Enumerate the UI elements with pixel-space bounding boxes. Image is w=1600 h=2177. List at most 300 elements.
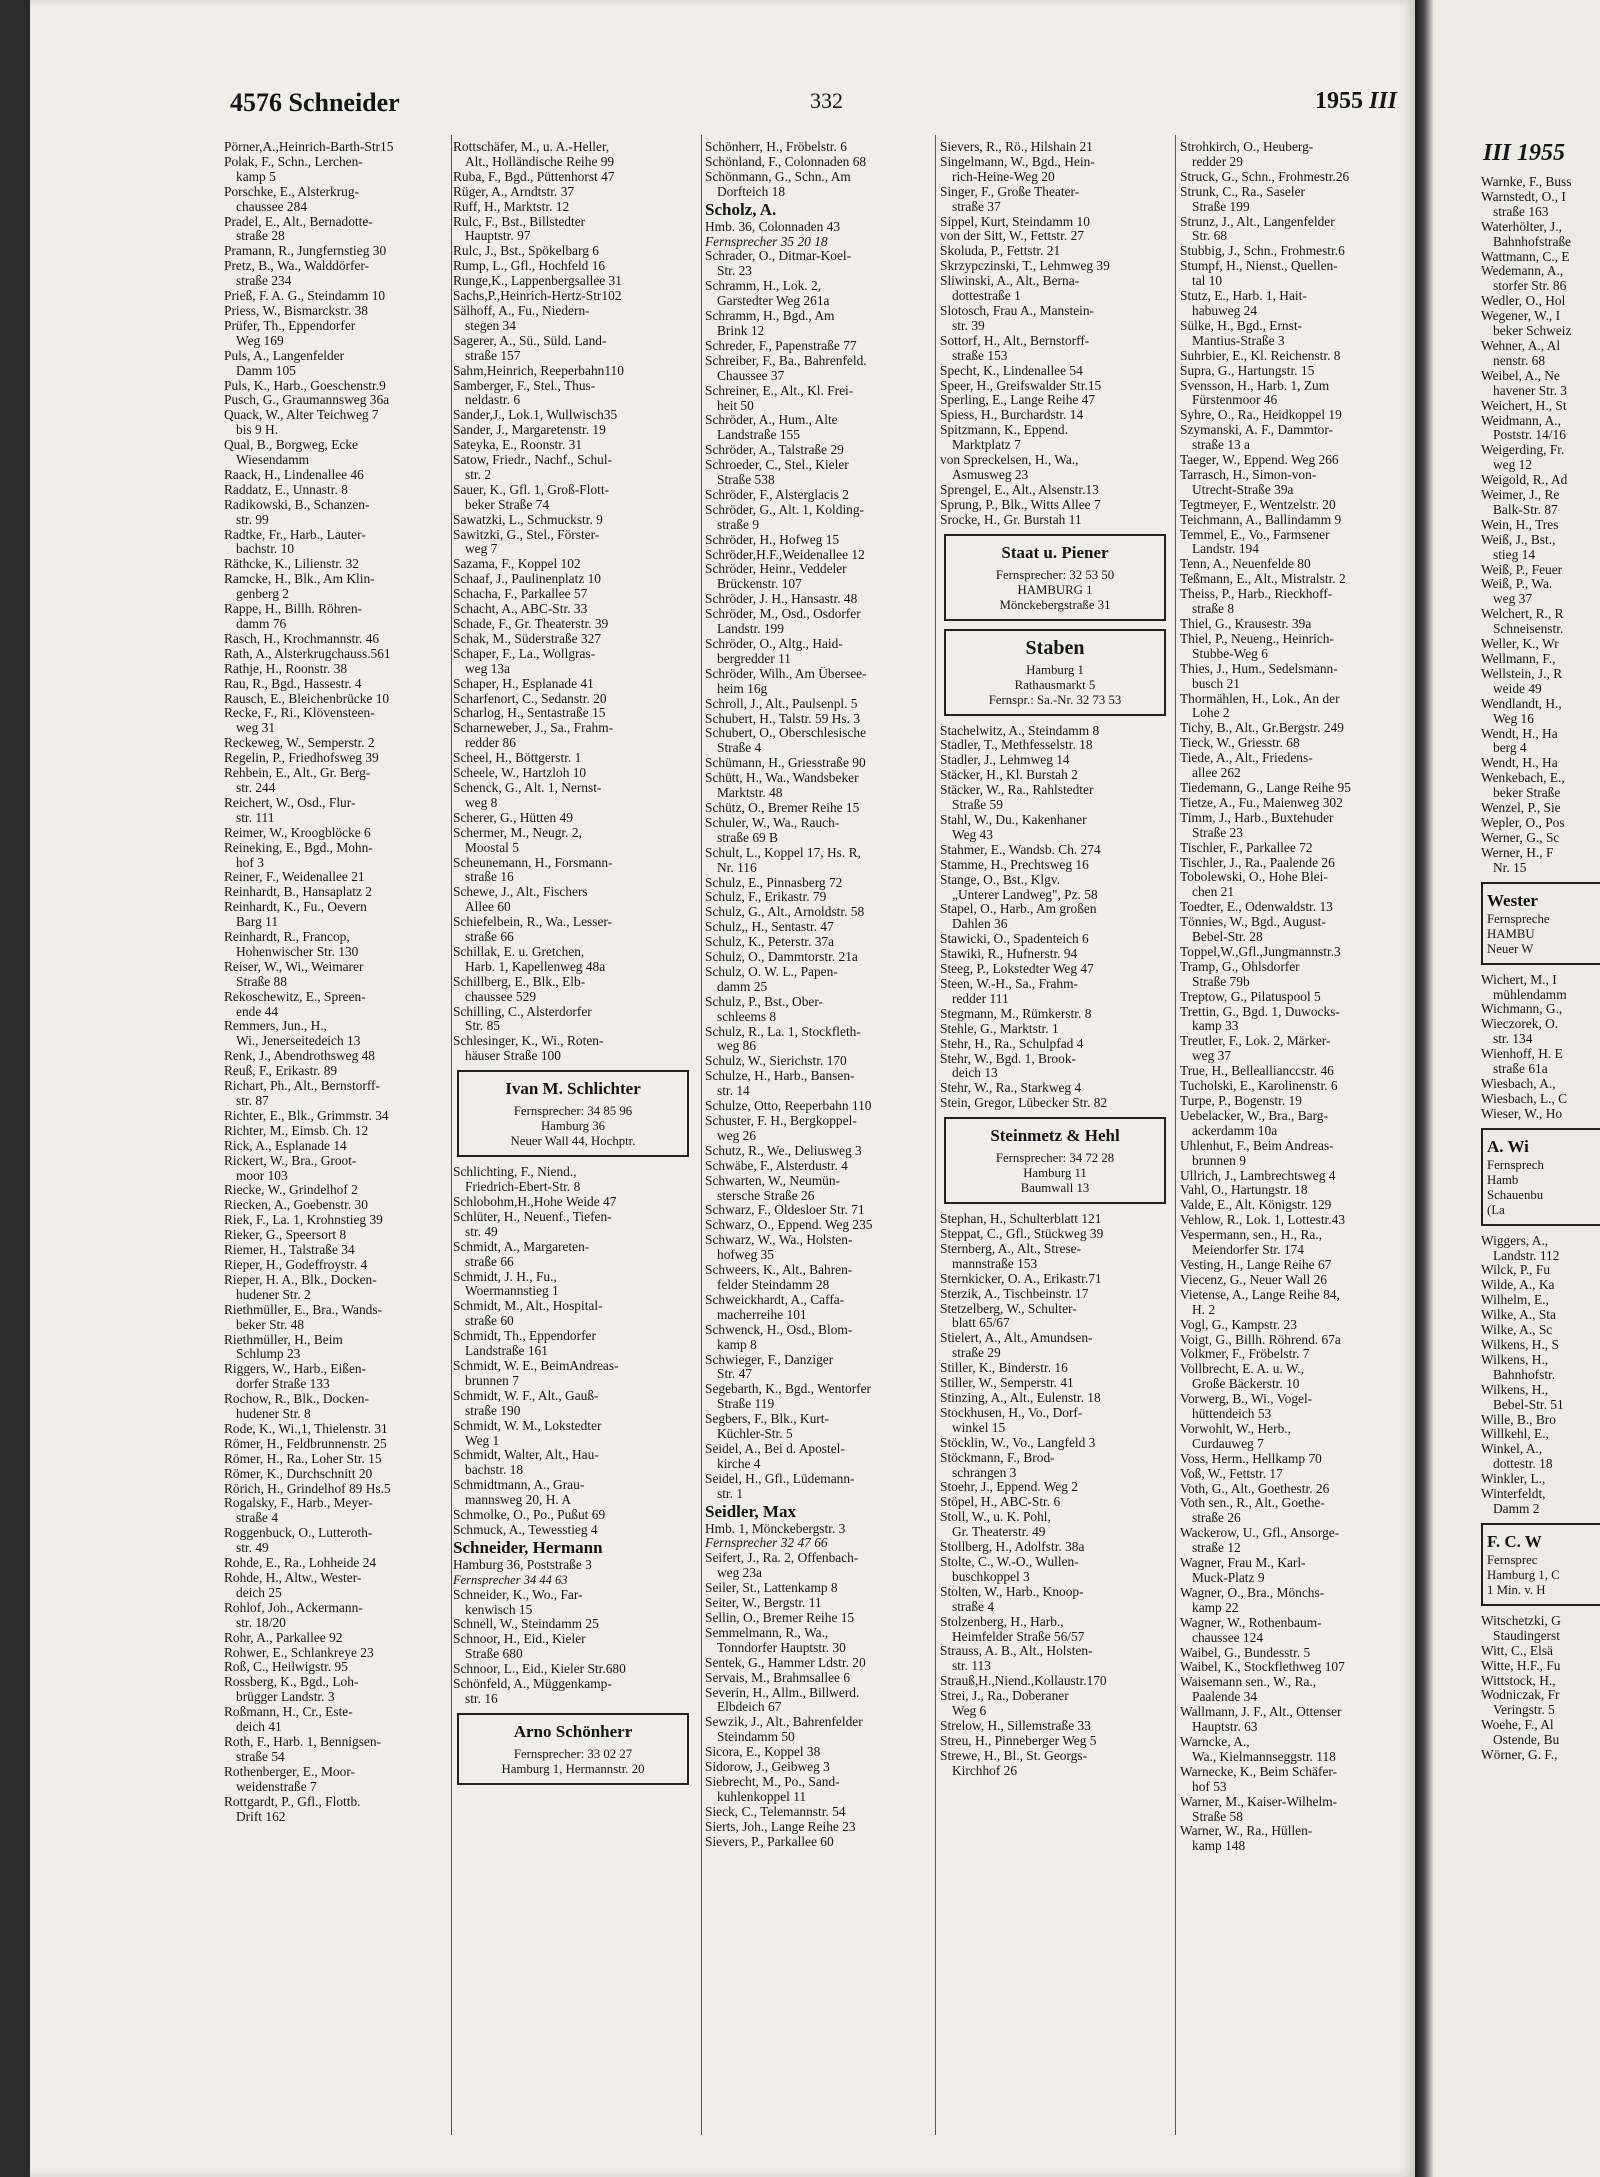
directory-entry-line: Wagner, Frau M., Karl-: [1180, 1556, 1306, 1571]
directory-entry-line: Schulz, G., Alt., Arnoldstr. 58: [705, 905, 865, 920]
directory-entry-line: Tramp, G., Ohlsdorfer: [1180, 959, 1300, 974]
directory-entry-line: Rump, L., Gfl., Hochfeld 16: [453, 259, 606, 274]
entry-list: [1481, 175, 1600, 876]
directory-entry-line: Schröder, F., Alsterglacis 2: [705, 487, 849, 502]
directory-entry-line: Stolzenberg, H., Harb.,: [940, 1614, 1064, 1629]
directory-entry-line: Stamme, H., Prechtsweg 16: [940, 857, 1089, 872]
directory-entry-line: str. 111: [236, 810, 275, 825]
directory-entry-line: Veringstr. 5: [1493, 1703, 1555, 1718]
directory-entry-line: Reuß, F., Erikastr. 89: [224, 1064, 338, 1079]
directory-entry-line: Singer, F., Große Theater-: [940, 184, 1080, 199]
directory-entry-line: Schmidt, W. E., BeimAndreas-: [453, 1358, 619, 1373]
directory-entry-line: Wienhoff, H. E: [1481, 1047, 1563, 1062]
directory-entry-line: Stange, O., Bst., Klgv.: [940, 872, 1061, 887]
directory-entry-line: beker Straße 74: [465, 497, 550, 512]
advert-title: Arno Schönherr: [513, 1721, 633, 1741]
directory-entry-line: schrangen 3: [952, 1465, 1017, 1480]
advert-line: Schauenbu: [1487, 1187, 1544, 1202]
directory-entry-line: Wittstock, H.,: [1481, 1673, 1556, 1688]
directory-entry-line: Schröder, G., Alt. 1, Kolding-: [705, 502, 865, 517]
directory-entry-line: Wellmann, F.,: [1481, 652, 1556, 666]
directory-entry-line: straße 61a: [1493, 1062, 1548, 1077]
directory-entry-line: Reichert, W., Osd., Flur-: [224, 795, 356, 810]
directory-entry-line: straße 153: [952, 348, 1008, 363]
directory-entry-line: kirche 4: [717, 1456, 761, 1471]
directory-entry-line: Hauptstr. 63: [1192, 1720, 1258, 1735]
directory-entry-line: Stoll, W., u. K. Pohl,: [940, 1510, 1051, 1525]
directory-entry-line: Schade, F., Gr. Theaterstr. 39: [453, 617, 609, 631]
directory-entry-line: Witte, H.F., Fu: [1481, 1658, 1561, 1673]
directory-entry-line: Damm 2: [1493, 1501, 1540, 1516]
directory-entry-line: Tönnies, W., Bgd., August-: [1180, 915, 1326, 930]
directory-entry-line: weg 23a: [717, 1566, 762, 1581]
directory-entry-line: Räthcke, K., Lilienstr. 32: [224, 557, 359, 572]
directory-entry-line: straße 60: [465, 1314, 514, 1329]
book-gutter: [1415, 0, 1433, 2177]
directory-entry-line: allee 262: [1192, 766, 1241, 781]
directory-entry-line: Dorfteich 18: [717, 184, 786, 199]
directory-entry-line: Vollbrecht, E. A. u. W.,: [1180, 1362, 1304, 1377]
directory-entry-line: Wilhelm, E.,: [1481, 1293, 1549, 1308]
directory-entry-line: weg 12: [1493, 458, 1533, 473]
directory-entry-line: Wagner, O., Bra., Mönchs-: [1180, 1585, 1325, 1600]
directory-entry-line: Schwäbe, F., Alsterdustr. 4: [705, 1158, 848, 1173]
directory-entry-line: Marktplatz 7: [952, 438, 1021, 453]
directory-entry-line: Woehe, F., Al: [1481, 1718, 1554, 1733]
directory-entry-line: Rothenberger, E., Moor-: [224, 1764, 355, 1779]
directory-entry-line: Toppel,W.,Gfl.,Jungmannstr.3: [1180, 944, 1341, 959]
directory-entry-line: Schmidtmann, A., Grau-: [453, 1478, 585, 1493]
page-header-left: 4576 Schneider: [230, 88, 400, 117]
directory-entry-line: Schweers, K., Alt., Bahren-: [705, 1263, 853, 1278]
directory-entry-line: straße 4: [952, 1599, 995, 1614]
directory-entry-line: kamp 8: [717, 1337, 757, 1352]
directory-entry-line: Sälhoff, A., Fu., Niedern-: [453, 303, 590, 318]
directory-entry-line: Schröder, J. H., Hansastr. 48: [705, 592, 858, 607]
directory-entry-line: Reinhardt, R., Francop,: [224, 930, 350, 945]
directory-entry-line: str. 134: [1493, 1032, 1533, 1047]
directory-entry-line: Puls, K., Harb., Goeschenstr.9: [224, 378, 386, 393]
directory-entry-line: straße 37: [952, 199, 1001, 214]
advert-title: Staben: [1025, 636, 1085, 659]
directory-entry-line: Schermer, M., Neugr. 2,: [453, 825, 582, 840]
directory-entry-line: straße 66: [465, 1254, 514, 1269]
directory-entry-line: Schutz, R., We., Deliusweg 3: [705, 1143, 862, 1158]
directory-entry-line: Schümann, H., Griesstraße 90: [705, 756, 866, 771]
directory-entry-line: Radtke, Fr., Harb., Lauter-: [224, 527, 366, 542]
directory-entry-line: Stehr, H., Ra., Schulpfad 4: [940, 1036, 1084, 1051]
directory-entry-line: Weg 43: [952, 827, 993, 842]
directory-entry-line: heit 50: [717, 398, 754, 413]
directory-entry-line: Schmidt, Th., Eppendorfer: [453, 1329, 596, 1344]
advert-line: Fernsprech: [1487, 1157, 1544, 1172]
directory-entry-line: Weiß, J., Bst.,: [1481, 532, 1556, 547]
directory-entry-line: Wilke, A., Sc: [1481, 1323, 1553, 1338]
directory-entry-line: brunnen 9: [1192, 1153, 1246, 1168]
directory-entry-line: Sperling, E., Lange Reihe 47: [940, 393, 1096, 408]
directory-entry-line: Weigerding, Fr.: [1481, 443, 1565, 458]
directory-entry-line: Viecenz, G., Neuer Wall 26: [1180, 1272, 1327, 1287]
directory-entry-line: Renk, J., Abendrothsweg 48: [224, 1049, 376, 1064]
directory-entry-line: Asmusweg 23: [952, 467, 1029, 482]
directory-entry-line: bergredder 11: [717, 651, 791, 666]
directory-entry-line: Raddatz, E., Unnastr. 8: [224, 482, 348, 497]
directory-entry-line: Straße 58: [1192, 1809, 1243, 1824]
directory-entry-line: Schütz, O., Bremer Reihe 15: [705, 800, 860, 815]
directory-entry-line: Warner, W., Ra., Hüllen-: [1180, 1824, 1313, 1839]
advert-line: 1 Min. v. H: [1487, 1582, 1546, 1597]
directory-entry-line: Richart, Ph., Alt., Bernstorff-: [224, 1079, 380, 1094]
entry-schneider-hermann: [453, 1538, 693, 1588]
directory-entry-line: Sachs,P.,Heinrich-Hertz-Str102: [453, 289, 622, 304]
directory-entry-line: Ostende, Bu: [1493, 1733, 1560, 1748]
directory-entry-line: str. 49: [465, 1224, 498, 1239]
directory-entry-line: berg 4: [1493, 741, 1527, 756]
directory-entry-line: Wilke, A., Sta: [1481, 1308, 1556, 1323]
directory-entry-line: Chaussee 37: [717, 368, 785, 383]
advert-line: Hamburg 1: [1026, 662, 1084, 677]
entry-seidler: [705, 1502, 930, 1552]
entry-list: [453, 1588, 693, 1707]
directory-entry-line: Schmolke, O., Po., Pußut 69: [453, 1508, 606, 1523]
directory-entry-line: Wallmann, J. F., Alt., Ottenser: [1180, 1705, 1342, 1720]
directory-entry-line: straße 16: [465, 870, 514, 885]
directory-entry-line: Rohde, H., Altw., Wester-: [224, 1571, 362, 1585]
directory-entry-line: brunnen 7: [465, 1373, 519, 1388]
directory-entry-line: Woermannstieg 1: [465, 1284, 559, 1299]
entry-list: [1481, 973, 1600, 1122]
directory-entry-line: Spitzmann, K., Eppend.: [940, 423, 1068, 438]
directory-entry-line: Wenkebach, E.,: [1481, 771, 1565, 786]
directory-entry-line: Schilling, C., Alsterdorfer: [453, 1004, 592, 1019]
directory-entry-line: Schramm, H., Bgd., Am: [705, 309, 835, 324]
directory-entry-line: mannsweg 20, H. A: [465, 1493, 571, 1508]
next-page: [1433, 0, 1600, 2177]
directory-entry-line: Seifert, J., Ra. 2, Offenbach-: [705, 1551, 859, 1566]
directory-entry-line: Schuler, W., Wa., Rauch-: [705, 815, 840, 830]
directory-entry-line: Str. 23: [717, 264, 752, 279]
directory-entry-line: Straße 88: [236, 974, 287, 989]
entry-list: [705, 140, 930, 200]
directory-entry-line: Straße 4: [717, 741, 762, 756]
entry-list: [940, 1212, 1170, 1778]
directory-entry-line: Sahm,Heinrich, Reeperbahn110: [453, 363, 624, 378]
directory-entry-line: Satow, Friedr., Nachf., Schul-: [453, 453, 613, 468]
entry-phone: Fernsprecher 34 44 63: [453, 1572, 568, 1587]
advert-line: Mönckebergstraße 31: [999, 597, 1111, 612]
directory-entry-line: chaussee 529: [465, 989, 537, 1004]
directory-entry-line: Wattmann, C., E: [1481, 249, 1570, 264]
directory-entry-line: straße 8: [1192, 602, 1235, 617]
directory-entry-line: Sidorow, J., Geibweg 3: [705, 1760, 830, 1775]
directory-entry-line: Syhre, O., Ra., Heidkoppel 19: [1180, 408, 1342, 423]
column-5: [1180, 140, 1405, 1854]
advert-line: Fernspreche: [1487, 911, 1550, 926]
advert-fcw: [1481, 1523, 1600, 1606]
entry-list: [1481, 1614, 1600, 1763]
advert-line: Fernsprec: [1487, 1552, 1538, 1567]
directory-entry-line: Wa., Kielmannseggstr. 118: [1192, 1749, 1336, 1764]
directory-entry-line: Strohkirch, O., Heuberg-: [1180, 140, 1314, 154]
directory-entry-line: Sentek, G., Hammer Ldstr. 20: [705, 1655, 866, 1670]
directory-entry-line: Schaper, F., La., Wollgras-: [453, 646, 596, 661]
entry-list: [453, 1165, 693, 1538]
advert-line: Fernspr.: Sa.-Nr. 32 73 53: [988, 692, 1122, 707]
directory-entry-line: Sazama, F., Koppel 102: [453, 557, 581, 572]
directory-entry-line: weg 7: [465, 542, 498, 557]
advert-line: Fernsprecher: 32 53 50: [995, 567, 1115, 582]
directory-entry-line: Stollberg, H., Adolfstr. 38a: [940, 1540, 1085, 1555]
directory-entry-line: str. 16: [465, 1692, 498, 1706]
directory-entry-line: Schreder, F., Papenstraße 77: [705, 338, 857, 353]
directory-entry-line: Thiel, G., Krausestr. 39a: [1180, 617, 1312, 631]
directory-entry-line: Stubbig, J., Schn., Frohmestr.6: [1180, 244, 1345, 259]
directory-entry-line: Warncke, A.,: [1180, 1734, 1250, 1749]
directory-entry-line: Weg 169: [236, 333, 284, 348]
directory-entry-line: Strunz, J., Alt., Langenfelder: [1180, 214, 1335, 229]
directory-entry-line: Schreiner, E., Alt., Kl. Frei-: [705, 383, 854, 398]
directory-entry-line: stieg 14: [1493, 547, 1536, 562]
directory-entry-line: Rochow, R., Blk., Docken-: [224, 1392, 369, 1407]
directory-entry-line: Riethmüller, E., Bra., Wands-: [224, 1302, 383, 1317]
directory-entry-line: Roggenbuck, O., Lutteroth-: [224, 1526, 373, 1541]
directory-entry-line: Sternberg, A., Alt., Strese-: [940, 1241, 1082, 1256]
directory-entry-line: Muck-Platz 9: [1192, 1571, 1265, 1585]
directory-entry-line: Voth, G., Alt., Goethestr. 26: [1180, 1481, 1330, 1496]
directory-entry-line: Schröder, O., Altg., Haid-: [705, 637, 843, 651]
entry-line: Hamburg 36, Poststraße 3: [453, 1557, 592, 1572]
directory-entry-line: moor 103: [236, 1168, 288, 1183]
directory-entry-line: Bahnhofstr.: [1493, 1367, 1556, 1382]
directory-entry-line: Tegtmeyer, F., Wentzelstr. 20: [1180, 497, 1336, 512]
advert-title: A. Wi: [1487, 1136, 1529, 1156]
directory-entry-line: Wegener, W., I: [1481, 309, 1561, 324]
directory-entry-line: straße 190: [465, 1403, 521, 1418]
directory-entry-line: Alt., Holländische Reihe 99: [465, 154, 615, 169]
directory-entry-line: heim 16g: [717, 681, 768, 696]
directory-entry-line: Schnell, W., Steindamm 25: [453, 1617, 599, 1632]
directory-entry-line: Barg 11: [236, 915, 279, 930]
directory-entry-line: Schröder, Heinr., Veddeler: [705, 562, 847, 577]
directory-entry-line: Wendt, H., Ha: [1481, 756, 1558, 771]
directory-entry-line: Tiede, A., Alt., Friedens-: [1180, 751, 1313, 766]
directory-entry-line: Sauer, K., Gfl. 1, Groß-Flott-: [453, 482, 610, 497]
directory-entry-line: Tobolewski, O., Hohe Blei-: [1180, 870, 1328, 885]
directory-entry-line: Thiel, P., Neueng., Heinrich-: [1180, 631, 1334, 646]
directory-entry-line: Sateyka, E., Roonstr. 31: [453, 438, 583, 453]
directory-entry-line: Rick, A., Esplanade 14: [224, 1138, 347, 1153]
directory-entry-line: Garstedter Weg 261a: [717, 294, 830, 309]
directory-entry-line: Winterfeldt,: [1481, 1487, 1546, 1502]
directory-entry-line: Raack, H., Lindenallee 46: [224, 467, 364, 482]
directory-entry-line: beker Straße: [1493, 786, 1561, 801]
directory-entry-line: Scharfenort, C., Sedanstr. 20: [453, 691, 607, 706]
directory-entry-line: weidenstraße 7: [236, 1779, 317, 1794]
directory-entry-line: bis 9 H.: [236, 423, 279, 438]
directory-entry-line: Schulz, K., Peterstr. 37a: [705, 935, 835, 950]
entry-scholz: [705, 200, 930, 250]
directory-entry-line: Scharlog, H., Sentastraße 15: [453, 706, 606, 721]
directory-entry-line: Warnecke, K., Beim Schäfer-: [1180, 1764, 1338, 1779]
directory-entry-line: stersche Straße 26: [717, 1188, 815, 1203]
directory-entry-line: Servais, M., Brahmsallee 6: [705, 1670, 851, 1685]
directory-entry-line: Reiser, W., Wi., Weimarer: [224, 959, 364, 974]
directory-entry-line: ackerdamm 10a: [1192, 1123, 1278, 1138]
directory-entry-line: Heimfelder Straße 56/57: [952, 1629, 1085, 1644]
directory-entry-line: Mantius-Straße 3: [1192, 333, 1285, 348]
directory-entry-line: Bebel-Str. 28: [1192, 930, 1263, 945]
directory-entry-line: Witt, C., Elsä: [1481, 1643, 1553, 1658]
directory-entry-line: Segbers, F., Blk., Kurt-: [705, 1412, 829, 1427]
directory-entry-line: Schwarten, W., Neumün-: [705, 1173, 840, 1188]
directory-entry-line: damm 76: [236, 617, 287, 631]
directory-entry-line: str. 99: [236, 512, 269, 527]
directory-entry-line: Prieß, F. A. G., Steindamm 10: [224, 289, 386, 304]
directory-entry-line: Straße 680: [465, 1647, 523, 1662]
directory-entry-line: Schmidt, W. M., Lokstedter: [453, 1418, 602, 1433]
directory-entry-line: Straße 199: [1192, 199, 1250, 214]
directory-entry-line: kuhlenkoppel 11: [717, 1789, 807, 1804]
directory-entry-line: Tonndorfer Hauptstr. 30: [717, 1640, 846, 1655]
advert-line: Fernsprecher: 34 85 96: [513, 1104, 633, 1119]
directory-entry-line: Schaaf, J., Paulinenplatz 10: [453, 572, 602, 587]
directory-entry-line: Sawitzki, G., Stel., Förster-: [453, 527, 600, 542]
directory-entry-line: Werner, H., F: [1481, 845, 1554, 860]
directory-entry-line: weg 37: [1192, 1049, 1232, 1064]
directory-entry-line: Harb. 1, Kapellenweg 48a: [465, 959, 606, 974]
directory-entry-line: Wehner, A., Al: [1481, 338, 1561, 353]
directory-entry-line: Schramm, H., Lok. 2,: [705, 279, 822, 294]
directory-entry-line: Quack, W., Alter Teichweg 7: [224, 408, 379, 423]
entry-name-bold: Seidler, Max: [705, 1501, 796, 1521]
directory-entry-line: Rehbein, E., Alt., Gr. Berg-: [224, 766, 371, 781]
directory-entry-line: Winkel, A.,: [1481, 1442, 1543, 1457]
directory-entry-line: Tarrasch, H., Simon-von-: [1180, 467, 1317, 482]
directory-entry-line: Suhrbier, E., Kl. Reichenstr. 8: [1180, 348, 1341, 363]
directory-entry-line: Siebrecht, M., Po., Sand-: [705, 1774, 840, 1789]
directory-entry-line: Sterzik, A., Tischbeinstr. 17: [940, 1286, 1089, 1301]
directory-entry-line: Wedler, O., Hol: [1481, 294, 1566, 309]
directory-entry-line: Schulze, H., Harb., Bansen-: [705, 1069, 855, 1084]
directory-entry-line: Singelmann, W., Bgd., Hein-: [940, 154, 1095, 169]
directory-entry-line: Thormählen, H., Lok., An der: [1180, 691, 1340, 706]
directory-entry-line: Nr. 15: [1493, 860, 1527, 875]
directory-entry-line: Weigold, R., Ad: [1481, 473, 1568, 488]
directory-entry-line: Wendlandt, H.,: [1481, 696, 1562, 711]
directory-entry-line: Rieker, G., Speersort 8: [224, 1228, 347, 1243]
entry-list: [1180, 140, 1405, 1854]
directory-entry-line: Prüfer, Th., Eppendorfer: [224, 318, 356, 333]
column-3: [705, 140, 930, 1850]
directory-entry-line: Schneider, K., Wo., Far-: [453, 1587, 583, 1602]
entry-list: [453, 140, 693, 1064]
column-rule: [935, 135, 936, 2135]
advert-line: Rathausmarkt 5: [1014, 677, 1096, 692]
directory-entry-line: Kirchhof 26: [952, 1763, 1018, 1778]
directory-entry-line: str. 2: [465, 467, 492, 482]
directory-entry-line: hof 3: [236, 855, 264, 870]
column-4: [940, 140, 1170, 1779]
directory-entry-line: Scheel, H., Böttgerstr. 1: [453, 751, 582, 766]
directory-entry-line: Schubert, H., Talstr. 59 Hs. 3: [705, 711, 861, 726]
directory-entry-line: redder 29: [1192, 154, 1243, 169]
advert-line: Baumwall 13: [1020, 1181, 1090, 1196]
directory-entry-line: Rottschäfer, M., u. A.-Heller,: [453, 140, 610, 154]
advert-line: Hamburg 36: [540, 1119, 606, 1134]
directory-entry-line: Schweickhardt, A., Caffa-: [705, 1292, 845, 1307]
directory-entry-line: Ullrich, J., Lambrechtsweg 4: [1180, 1168, 1336, 1183]
directory-entry-line: Weiß, P., Wa.: [1481, 577, 1553, 592]
directory-entry-line: dottestr. 18: [1493, 1457, 1553, 1472]
directory-entry-line: mühlendamm: [1493, 987, 1567, 1002]
directory-entry-line: Slotosch, Frau A., Manstein-: [940, 303, 1094, 318]
directory-entry-line: Seidel, H., Gfl., Lüdemann-: [705, 1471, 855, 1486]
directory-entry-line: hudener Str. 8: [236, 1407, 311, 1422]
directory-entry-line: weg 13a: [465, 661, 510, 676]
directory-entry-line: Schacha, F., Parkallee 57: [453, 587, 588, 602]
directory-entry-line: Tenn, A., Neuenfelde 80: [1180, 557, 1311, 572]
directory-entry-line: Sprung, P., Blk., Witts Allee 7: [940, 497, 1101, 512]
directory-entry-line: Schrader, O., Ditmar-Koel-: [705, 249, 852, 264]
directory-entry-line: Brink 12: [717, 323, 765, 338]
directory-entry-line: straße 9: [717, 517, 760, 532]
directory-entry-line: Turpe, P., Bogenstr. 19: [1180, 1094, 1302, 1108]
directory-entry-line: macherreihe 101: [717, 1307, 807, 1322]
directory-entry-line: Sicora, E., Koppel 38: [705, 1745, 821, 1760]
directory-entry-line: straße 4: [236, 1511, 279, 1526]
directory-entry-line: Wichert, M., I: [1481, 972, 1557, 987]
directory-entry-line: Schillak, E. u. Gretchen,: [453, 944, 585, 959]
directory-entry-line: Waibel, G., Bundesstr. 5: [1180, 1645, 1311, 1660]
directory-entry-line: Poststr. 14/16: [1493, 428, 1566, 443]
directory-entry-line: Stäcker, W., Ra., Rahlstedter: [940, 783, 1094, 798]
directory-entry-line: Reineking, E., Bgd., Mohn-: [224, 840, 373, 855]
directory-entry-line: stegen 34: [465, 318, 516, 333]
directory-entry-line: Schiefelbein, R., Wa., Lesser-: [453, 915, 613, 930]
directory-entry-line: Lohe 2: [1192, 706, 1230, 721]
directory-entry-line: Friedrich-Ebert-Str. 8: [465, 1180, 581, 1195]
directory-entry-line: Rappe, H., Billh. Röhren-: [224, 602, 362, 617]
directory-entry-line: Große Bäckerstr. 10: [1192, 1377, 1300, 1392]
directory-entry-line: hof 53: [1192, 1779, 1227, 1794]
advert-line: HAMBURG 1: [1017, 582, 1093, 597]
directory-entry-line: Steeg, P., Lokstedter Weg 47: [940, 962, 1094, 977]
directory-entry-line: Svensson, H., Harb. 1, Zum: [1180, 378, 1330, 393]
directory-entry-line: Wackerow, U., Gfl., Ansorge-: [1180, 1526, 1340, 1541]
entry-line: Hmb. 1, Mönckebergstr. 3: [705, 1521, 846, 1536]
directory-entry-line: True, H., Belleallianccstr. 46: [1180, 1064, 1334, 1079]
directory-entry-line: Schönland, F., Colonnaden 68: [705, 154, 867, 169]
directory-entry-line: Landstr. 194: [1192, 542, 1259, 557]
entry-name-bold: Schneider, Hermann: [453, 1537, 603, 1557]
directory-entry-line: Römer, H., Ra., Loher Str. 15: [224, 1451, 382, 1466]
directory-entry-line: Warner, M., Kaiser-Wilhelm-: [1180, 1794, 1338, 1809]
directory-entry-line: Wilde, A., Ka: [1481, 1278, 1555, 1293]
advert-line: Neuer W: [1487, 941, 1534, 956]
directory-entry-line: str. 14: [717, 1084, 750, 1099]
directory-entry-line: Richter, M., Eimsb. Ch. 12: [224, 1123, 369, 1138]
directory-entry-line: Severin, H., Allm., Billwerd.: [705, 1685, 860, 1700]
directory-entry-line: Meiendorfer Str. 174: [1192, 1243, 1304, 1258]
directory-entry-line: str. 244: [236, 780, 276, 795]
directory-entry-line: Rathje, H., Roonstr. 38: [224, 661, 348, 676]
directory-entry-line: weide 49: [1493, 681, 1542, 696]
directory-entry-line: Sliwinski, A., Alt., Berna-: [940, 274, 1080, 289]
directory-entry-line: Sternkicker, O. A., Erikastr.71: [940, 1271, 1102, 1286]
directory-entry-line: Stockhusen, H., Vo., Dorf-: [940, 1405, 1083, 1420]
directory-entry-line: bachstr. 10: [236, 542, 295, 557]
directory-entry-line: Schwarz, W., Wa., Holsten-: [705, 1233, 853, 1248]
